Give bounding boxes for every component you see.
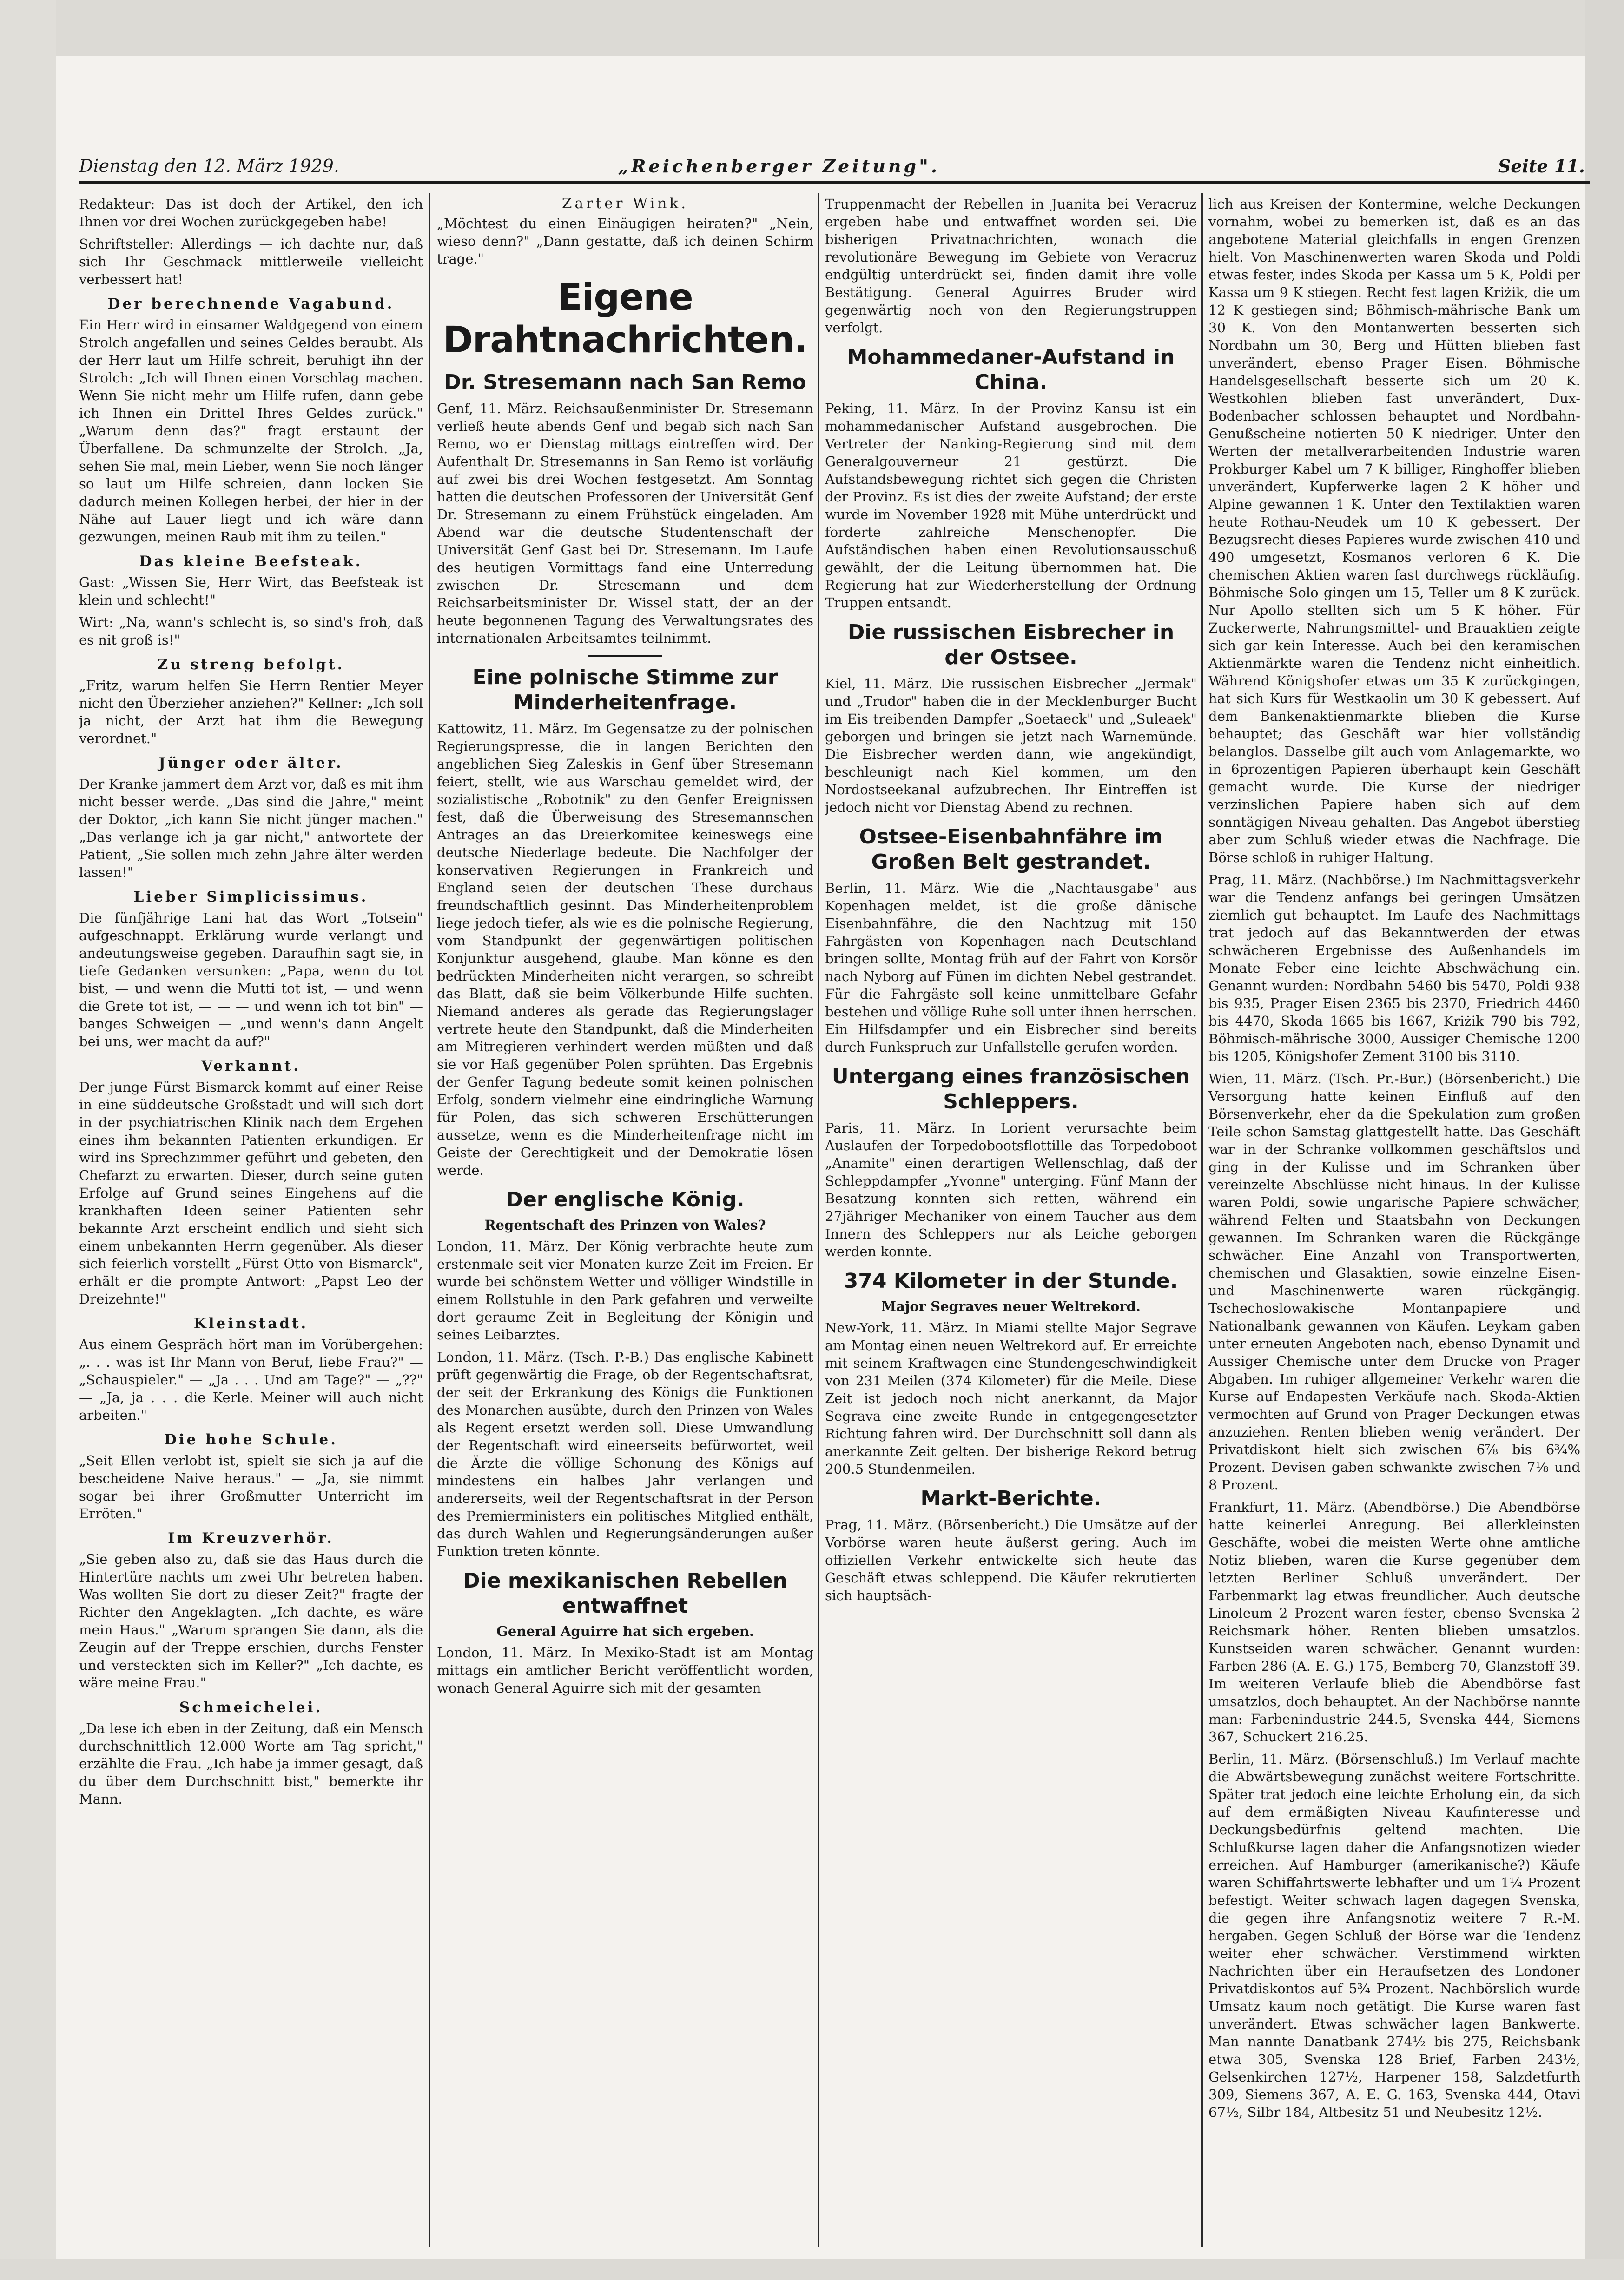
paragraph: London, 11. März. (Tsch. P.-B.) Das englische Kabinett prüft gegenwärtig die Frage, ob der Regentschaftsrat, der seit der Erkrankung des Königs die Funktionen des Monarchen ausübte, durch den Prinzen von Wales als Regent ersetzt werden soll. Diese Umwandlung der Regentschaft wird eineerseits befürwortet, weil die Ärzte die völlige Schonung des Königs auf mindestens ein halbes Jahr verlangen und andererseits, weil der Regentschaftsrat in der Person des Premierministers ein politisches Mitglied enthält, das durch Wahlen und Regierungsänderungen außer Funktion treten könnte. (437, 1349, 813, 1559)
paragraph: Der junge Fürst Bismarck kommt auf einer Reise in eine süddeutsche Großstadt und will sich dort in der psychiatrischen Klinik nach dem Ergehen eines ihm bekannten Patienten erkundigen. Er wird ins Sprechzimmer geführt und gebeten, den Chefarzt zu erwarten. Dieser, durch seine guten Erfolge auf Grund seines Eingehens auf die krankhaften Ideen seiner Patienten sehr bekannte Arzt erscheint endlich und sieht sich einem unbekannten Herrn gegenüber. Als dieser sich feierlich vorstellt „Fürst Otto von Bismarck", erhält er die prompte Antwort: „Papst Leo der Dreizehnte!" (79, 1079, 423, 1307)
article-heading: Untergang eines französischen Schleppers. (832, 1065, 1190, 1114)
scan-border-right (1585, 0, 1624, 2280)
paragraph: „Möchtest du einen Einäugigen heiraten?" „Nein, wieso denn?" „Dann gestatte, daß ich deinen Schirm trage." (437, 216, 813, 267)
header-paper-name: „Reichenberger Zeitung". (618, 156, 940, 177)
paragraph: lich aus Kreisen der Kontermine, welche Deckungen vornahm, wobei zu bemerken ist, daß es an das angebotene Material gleichfalls in engen Grenzen hielt. Von Maschinenwerten waren Skoda und Poldi etwas fester, indes Skoda per Kassa um 5 K, Poldi per Kassa um 9 K stiegen. Recht fest lagen Kriżik, die um 12 K gestiegen sind; Böhmisch-mährische Bank um 30 K. Von den Montanwerten besserten sich Nordbahn um 30, Berg und Hütten blieben fast unverändert, ebenso Prager Eisen. Böhmische Handelsgesellschaft besserte sich um 20 K. Westkohlen blieben fast unverändert, Dux-Bodenbacher schlossen behauptet und Nordbahn-Genußscheine notierten 50 K niedriger. Unter den Werten der metallverarbeitenden Industrie waren Prokburger Kabel um 7 K billiger, Ringhoffer blieben unverändert, Kupferwerke lagen 2 K höher und Alpine gewannen 1 K. Unter den Textilaktien waren heute Rothau-Neudek um 10 K gebessert. Der Bezugsrecht dieses Papieres wurde zwischen 410 und 490 umgesetzt, Kosmanos verloren 6 K. Die chemischen Aktien waren fast durchwegs rückläufig. Böhmische Solo gingen um 15, Teller um 8 K zurück. Nur Apollo stellten sich um 5 K höher. Für Zuckerwerte, Nahrungsmittel- und Brauaktien zeigte sich gar kein Interesse. Auch bei den keramischen Aktienmärkte waren die Tendenz nicht einheitlich. Während Königshofer etwas um 35 K zurückgingen, hat sich Kurs für Westkaolin um 30 K gebessert. Auf dem Bankenaktienmarkte blieben die Kurse behauptet; das Geschäft war hier vollständig belanglos. Dasselbe gilt auch vom Anlagemarkte, wo in 6prozentigen Papieren überhaupt kein Geschäft gemacht wurde. Die Kurse der niedriger verzinslichen Papiere haben sich auf dem sonntägigen Niveau gehalten. Das Angebot überstieg aber zum Schluß wieder etwas die Nachfrage. Die Börse schloß in ruhiger Haltung. (1208, 196, 1580, 865)
paragraph: Kiel, 11. März. Die russischen Eisbrecher „Jermak" und „Trudor" haben die in der Mecklenburger Bucht im Eis treibenden Dampfer „Soetaeck" und „Suleaek" geborgen und bringen sie jetzt nach Warnemünde. Die Eisbrecher werden dann, wie angekündigt, beschleunigt nach Kiel kommen, um den Nordostseekanal aufzubrechen. Ihr Eintreffen ist jedoch nicht vor Dienstag Abend zu rechnen. (825, 676, 1197, 815)
section-heading: Zu streng befolgt. (157, 656, 345, 673)
paragraph: Wirt: „Na, wann's schlecht is, so sind's froh, daß es nit groß is!" (79, 614, 423, 648)
article-subheading: Major Segraves neuer Weltrekord. (881, 1298, 1141, 1314)
paragraph: Wien, 11. März. (Tsch. Pr.-Bur.) (Börsenbericht.) Die Versorgung hatte keinen Einfluß auf den Börsenverkehr, eher da die Spekulation zum großen Teile schon Samstag glattgestellt hatte. Das Geschäft war in der Schranke vollkommen geschäftslos und ging in der Kulisse und im Schranken über vereinzelte Abschlüsse nicht hinaus. In der Kulisse waren Poldi, sowie ungarische Papiere schwächer, während Felten und Staatsbahn von Deckungen gewannen. Im Schranken waren die Rückgänge schwächer. Eine Anzahl von Transportwerten, chemischen und Glasaktien, sowie einzelne Eisen- und Maschinenwerte waren rückgängig. Tschechoslowakische Montanpapiere und Nationalbank gewannen von Käufen. Leykam gaben unter erneuten Angeboten nach, ebenso Dynamit und Aussiger Chemische unter dem Drucke von Prager Abgaben. Im ruhiger allgemeiner Verkehr waren die Kurse auf Endapesten Verkäufe nach. Skoda-Aktien vermochten auf Grund von Prager Deckungen etwas anzuziehen. Renten blieben wenig verändert. Der Privatdiskont hielt sich zwischen 6⅞ bis 6¾% Prozent. Devisen gaben schwankte zwischen 7⅛ und 8 Prozent. (1208, 1071, 1580, 1493)
section-heading: Lieber Simplicissimus. (133, 889, 369, 905)
paragraph: London, 11. März. Der König verbrachte heute zum erstenmale seit vier Monaten kurze Zeit im Freien. Er wurde bei schönstem Wetter und völliger Windstille in einem Rollstuhle in den Park gefahren und verweilte dort geraume Zeit in Begleitung der Königin und seines Leibarztes. (437, 1239, 813, 1343)
article-heading: Ostsee-Eisenbahnfähre im Großen Belt gestrandet. (859, 825, 1163, 874)
paragraph: Redakteur: Das ist doch der Artikel, den ich Ihnen vor drei Wochen zurückgegeben habe! (79, 196, 423, 230)
paragraph: Ein Herr wird in einsamer Waldgegend von einem Strolch angefallen und seines Geldes beraubt. Als der Herr laut um Hilfe schreit, beruhigt ihn der Strolch: „Ich will Ihnen einen Vorschlag machen. Wenn Sie nicht mehr um Hilfe rufen, dann gebe ich Ihnen ein Drittel Ihres Geldes zurück." „Warum denn das?" fragt erstaunt der Überfallene. Da schmunzelte der Strolch. „Ja, sehen Sie mal, mein Lieber, wenn Sie noch länger so laut um Hilfe schreien, dann locken Sie dadurch meinen Kollegen herbei, der hier in der Nähe auf Lauer liegt und ich wäre dann gezwungen, meinen Raub mit ihm zu teilen." (79, 317, 423, 545)
article-subheading: Regentschaft des Prinzen von Wales? (484, 1217, 766, 1233)
scan-border-left (0, 0, 56, 2280)
paragraph: Paris, 11. März. In Lorient verursachte beim Auslaufen der Torpedobootsflottille das Torpedoboot „Anamite" einen derartigen Wellenschlag, daß der Schleppdampfer „Yvonne" unterging. Fünf Mann der Besatzung konnten sich retten, während ein 27jähriger Mechaniker von einem Taucher aus dem Innern des Schleppers nur als Leiche geborgen werden konnte. (825, 1120, 1197, 1259)
article-heading: Die mexikanischen Rebellen entwaffnet (463, 1569, 787, 1618)
paragraph: „Fritz, warum helfen Sie Herrn Rentier Meyer nicht den Überzieher anziehen?" Kellner: „Ich soll ja nicht, der Arzt hat ihm die Bewegung verordnet." (79, 678, 423, 746)
article-heading: Mohammedaner-Aufstand in China. (847, 345, 1175, 394)
banner-heading: Eigene Drahtnachrichten. (443, 277, 807, 361)
article-heading: 374 Kilometer in der Stunde. (844, 1269, 1178, 1293)
box-heading: Zarter Wink. (561, 195, 689, 212)
paragraph: Genf, 11. März. Reichsaußenminister Dr. Stresemann verließ heute abends Genf und begab sich nach San Remo, wo er Dienstag mittags eintreffen wird. Der Aufenthalt Dr. Stresemanns in San Remo ist vorläufig auf zwei bis drei Wochen festgesetzt. Am Sonntag hatten die deutschen Professoren der Universität Genf Dr. Stresemann zu einem Frühstück eingeladen. Am Abend war die deutsche Studentenschaft der Universität Genf Gast bei Dr. Stresemann. Im Laufe des heutigen Vormittags fand eine Unterredung zwischen Dr. Stresemann und dem Reichsarbeitsminister Dr. Wissel statt, der an der heute begonnenen Tagung des Verwaltungsrates des internationalen Arbeitsamtes teilnimmt. (437, 401, 813, 646)
article-heading: Der englische König. (506, 1188, 745, 1212)
paragraph: Berlin, 11. März. (Börsenschluß.) Im Verlauf machte die Abwärtsbewegung zunächst weitere Fortschritte. Später trat jedoch eine leichte Erholung ein, da sich auf dem ermäßigten Niveau Kaufinteresse und Deckungsbedürfnis geltend machten. Die Schlußkurse lagen daher die Anfangsnotizen wieder erreichen. Auf Hamburger (amerikanische?) Käufe waren Schiffahrtswerte lebhafter und um 1¼ Prozent befestigt. Weiter schwach lagen dagegen Svenska, die gegen ihre Anfangsnotiz weitere 7 R.-M. hergaben. Gegen Schluß der Börse war die Tendenz weiter eher schwächer. Verstimmend wirkten Nachrichten über ein Heraufsetzen des Londoner Privatdiskontos auf 5¾ Prozent. Nachbörslich wurde Umsatz kaum noch getätigt. Die Kurse waren fast unverändert. Etwas schwächer lagen Bankwerte. Man nannte Danatbank 274½ bis 275, Reichsbank etwa 305, Svenska 128 Brief, Farben 243½, Gelsenkirchen 127½, Harpener 158, Salzdetfurth 309, Siemens 367, A. E. G. 163, Svenska 444, Otavi 67½, Silbr 184, Altbesitz 51 und Neubesitz 12½. (1208, 1751, 1580, 2120)
paragraph: „Seit Ellen verlobt ist, spielt sie sich ja auf die bescheidene Naive heraus." — „Ja, sie nimmt sogar bei ihrer Großmutter Unterricht im Erröten." (79, 1453, 423, 1522)
page-header (79, 156, 1590, 184)
section-heading: Die hohe Schule. (164, 1431, 338, 1448)
section-heading: Das kleine Beefsteak. (139, 553, 363, 570)
scan-border-bottom (0, 2259, 1624, 2280)
article-heading: Dr. Stresemann nach San Remo (444, 370, 806, 394)
paragraph: London, 11. März. In Mexiko-Stadt ist am Montag mittags ein amtlicher Bericht veröffentlicht worden, wonach General Aguirre sich mit der gesamten (437, 1645, 813, 1696)
section-heading: Der berechnende Vagabund. (107, 296, 395, 312)
paragraph: Truppenmacht der Rebellen in Juanita bei Veracruz ergeben habe und entwaffnet worden sei. Die bisherigen Privatnachrichten, wonach die revolutionäre Bewegung im Gebiete von Veracruz endgültig unterdrückt sei, finden damit ihre volle Bestätigung. General Aguirres Bruder wird gegenwärtig noch von den Regierungstruppen verfolgt. (825, 196, 1197, 336)
article-subheading: General Aguirre hat sich ergeben. (496, 1623, 754, 1639)
header-rule (79, 181, 1590, 184)
section-heading: Verkannt. (201, 1058, 301, 1074)
paragraph: Frankfurt, 11. März. (Abendbörse.) Die Abendbörse hatte keinerlei Anregung. Bei allerkleinsten Geschäfte, wobei die meisten Werte ohne amtliche Notiz blieben, waren die Kurse gegenüber dem letzten Berliner Schluß unverändert. Der Farbenmarkt lag etwas freundlicher. Auch deutsche Linoleum 2 Prozent waren fester, ebenso Svenska 2 Reichsmark höher. Renten blieben umsatzlos. Kunstseiden waren schwächer. Genannt wurden: Farben 286 (A. E. G.) 175, Bemberg 70, Glanzstoff 39. Im weiteren Verlaufe blieb die Abendbörse fast umsatzlos, doch behauptet. An der Nachbörse nannte man: Farbenindustrie 244.5, Svenska 444, Siemens 367, Schuckert 216.25. (1208, 1499, 1580, 1745)
article-heading: Die russischen Eisbrecher in der Ostsee. (847, 620, 1175, 669)
paragraph: Die fünfjährige Lani hat das Wort „Totsein" aufgeschnappt. Erklärung wurde verlangt und andeutungsweise gegeben. Daraufhin sagt sie, in tiefe Gedanken versunken: „Papa, wenn du tot bist, — und wenn die Mutti tot ist, — und wenn die Grete tot ist, — — — und wenn ich tot bin" — banges Schweigen — „und wenn's dann Angelt bei uns, wer macht da auf?" (79, 910, 423, 1049)
column-divider (1201, 193, 1203, 2247)
paragraph: Schriftsteller: Allerdings — ich dachte nur, daß sich Ihr Geschmack mittlerweile vielleicht verbessert hat! (79, 236, 423, 287)
column-divider (818, 193, 819, 2247)
paragraph: Prag, 11. März. (Börsenbericht.) Die Umsätze auf der Vorbörse waren heute äußerst gering. Auch im offiziellen Verkehr entwickelte sich heute das Geschäft etwas schleppend. Die Käufer rekrutierten sich hauptsäch- (825, 1517, 1197, 1603)
paragraph: „Da lese ich eben in der Zeitung, daß ein Mensch durchschnittlich 12.000 Worte am Tag spricht," erzählte die Frau. „Ich habe ja immer gesagt, daß du über dem Durchschnitt bist," bemerkte ihr Mann. (79, 1720, 423, 1807)
paragraph: „Sie geben also zu, daß sie das Haus durch die Hintertüre nachts um zwei Uhr betreten haben. Was wollten Sie dort zu dieser Zeit?" fragte der Richter den Angeklagten. „Ich dachte, es wäre mein Haus." „Warum sprangen Sie dann, als die Zeugin auf der Treppe erschien, durchs Fenster und versteckten sich im Keller?" „Ich dachte, es wäre meine Frau." (79, 1551, 423, 1691)
paragraph: Berlin, 11. März. Wie die „Nachtausgabe" aus Kopenhagen meldet, ist die große dänische Eisenbahnfähre, die den Nachtzug mit 150 Fahrgästen von Kopenhagen nach Deutschland bringen sollte, Montag früh auf der Fahrt von Korsör nach Nyborg auf Fünen im dichten Nebel gestrandet. Für die Fahrgäste soll keine unmittelbare Gefahr bestehen und völlige Ruhe soll unter ihnen herrschen. Ein Hilfsdampfer und ein Eisbrecher sind bereits durch Funkspruch zur Unfallstelle gerufen worden. (825, 880, 1197, 1055)
paragraph: New-York, 11. März. In Miami stellte Major Segrave am Montag einen neuen Weltrekord auf. Er erreichte mit seinem Kraftwagen eine Stundengeschwindigkeit von 231 Meilen (374 Kilometer) für die Meile. Diese Zeit ist jedoch noch nicht anerkannt, da Major Segrava eine zweite Runde in entgegengesetzter Richtung fahren wird. Der Durchschnitt soll dann als anerkannte Zeit gelten. Der bisherige Rekord betrug 200.5 Stundenmeilen. (825, 1320, 1197, 1477)
paragraph: Peking, 11. März. In der Provinz Kansu ist ein mohammedanischer Aufstand ausgebrochen. Die Vertreter der Nanking-Regierung sind mit dem Generalgouverneur 21 gestürzt. Die Aufstandsbewegung richtet sich gegen die Christen der Provinz. Es ist dies der zweite Aufstand; der erste wurde im November 1928 mit Mühe unterdrückt und forderte zahlreiche Menschenopfer. Die Aufständischen haben einen Revolutionsausschuß gewählt, der die Leitung übernommen hat. Die Regierung hat zur Wiederherstellung der Ordnung Truppen entsandt. (825, 401, 1197, 611)
paragraph: Prag, 11. März. (Nachbörse.) Im Nachmittagsverkehr war die Tendenz anfangs bei geringen Umsätzen ziemlich gut behauptet. Im Laufe des Nachmittags trat jedoch auf das Bekanntwerden der etwas schwächeren Ergebnisse des Außenhandels im Monate Feber eine leichte Abschwächung ein. Genannt wurden: Nordbahn 5460 bis 5470, Poldi 938 bis 935, Prager Eisen 2365 bis 2370, Friedrich 4460 bis 4470, Skoda 1665 bis 1667, Kriżik 790 bis 792, Böhmisch-mährische 3000, Aussiger Chemische 1200 bis 1205, Königshofer Zement 3100 bis 3110. (1208, 872, 1580, 1064)
scan-border-top (0, 0, 1624, 56)
article-heading: Eine polnische Stimme zur Minderheitenfrage. (472, 666, 778, 714)
column-3 (825, 195, 1197, 2249)
column-4 (1208, 195, 1580, 2249)
header-date: Dienstag den 12. März 1929. (79, 156, 339, 176)
paragraph: Aus einem Gespräch hört man im Vorübergehen: „. . . was ist Ihr Mann von Beruf, liebe Frau?" — „Schauspieler." — „Ja . . . Und am Tage?" — „??" — „Ja, ja . . . die Kerle. Meiner will auch nicht arbeiten." (79, 1337, 423, 1423)
paragraph: Gast: „Wissen Sie, Herr Wirt, das Beefsteak ist klein und schlecht!" (79, 574, 423, 608)
paragraph: Kattowitz, 11. März. Im Gegensatze zu der polnischen Regierungspresse, die in langen Berichten den angeblichen Sieg Zaleskis in Genf über Stresemann feiert, stellt, wie aus Warschau gemeldet wird, der sozialistische „Robotnik" zu den Genfer Ereignissen fest, daß die Überweisung des Stresemannschen Antrages an das Dreierkomitee keineswegs eine deutsche Niederlage bedeute. Die Nachfolger der konservativen Regierungen in Frankreich und England seien der deutschen These durchaus freundschaftlich gesinnt. Das Minderheitenproblem liege jedoch tiefer, als wie es die polnische Regierung, vom Standpunkt der gegenwärtigen politischen Konjunktur ausgehend, glaube. Man könne es den bedrückten Minderheiten nicht verargen, so schreibt das Blatt, daß sie beim Völkerbunde Hilfe suchten. Niemand anderes als gerade das Regierungslager vertrete heute den Standpunkt, daß die Minderheiten am Mitregieren verhindert werden müßten und daß sie vor Haß gegenüber Polen sprühten. Das Ergebnis der Genfer Tagung bedeute somit keinen polnischen Erfolg, sondern vielmehr eine eindringliche Warnung für Polen, das sich schweren Erschütterungen aussetze, wenn es die Minderheitenfrage nicht im Geiste der Gerechtigkeit und der Demokratie lösen werde. (437, 721, 813, 1178)
section-heading: Im Kreuzverhör. (168, 1530, 334, 1547)
header-page-number: Seite 11. (1498, 156, 1585, 177)
section-heading: Schmeichelei. (179, 1699, 323, 1716)
column-1 (79, 195, 423, 2249)
separator (588, 655, 662, 657)
column-divider (429, 193, 430, 2247)
section-heading: Jünger oder älter. (158, 755, 343, 771)
column-2 (437, 195, 813, 2249)
section-heading: Kleinstadt. (193, 1315, 309, 1332)
paragraph: Der Kranke jammert dem Arzt vor, daß es mit ihm nicht besser werde. „Das sind die Jahre," meint der Doktor, „ich kann Sie nicht jünger machen." „Das verlange ich ja gar nicht," antwortete der Patient, „Sie sollen mich zehn Jahre älter werden lassen!" (79, 776, 423, 880)
article-heading: Markt-Berichte. (920, 1487, 1102, 1510)
